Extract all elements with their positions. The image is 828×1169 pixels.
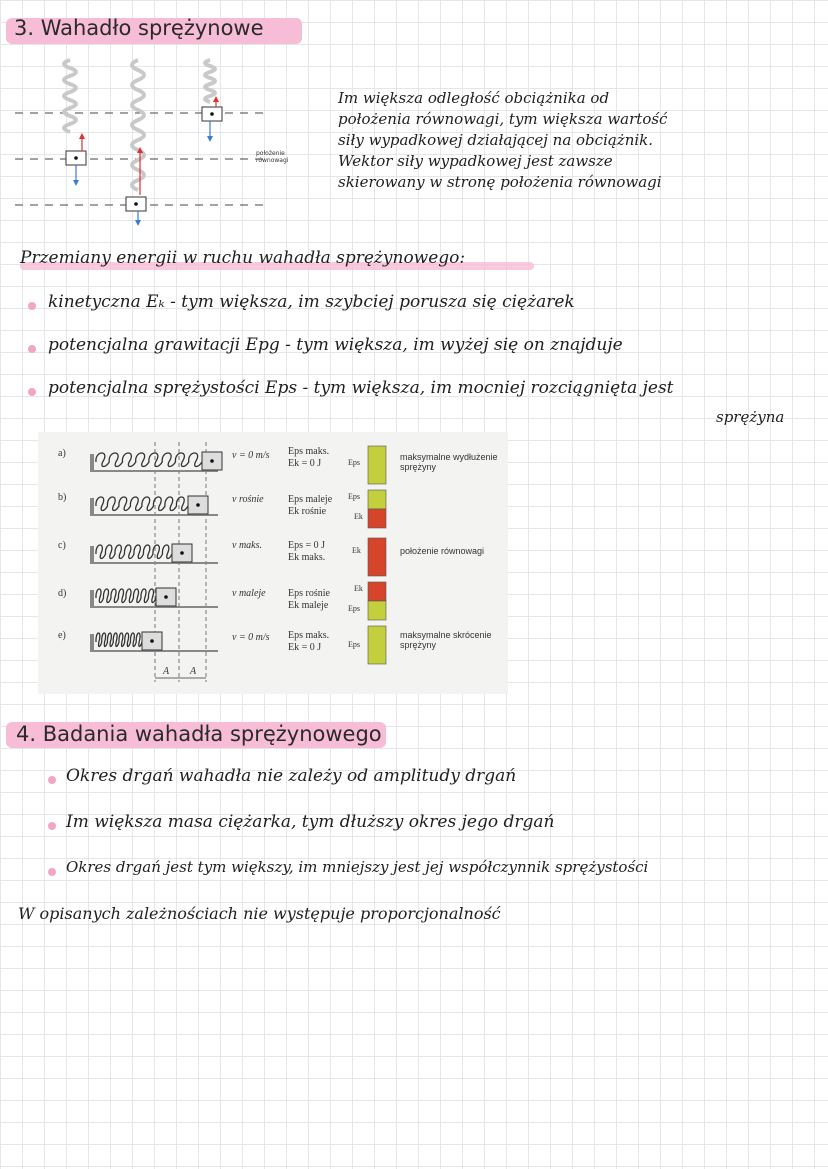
energy-heading: Przemiany energii w ruchu wahadła sprężynowego: — [20, 248, 466, 268]
energy-bar-eps — [368, 626, 386, 664]
row-description: maksymalne wydłużenie sprężyny — [400, 452, 498, 472]
row-velocity: v = 0 m/s — [232, 450, 270, 461]
row-velocity: v = 0 m/s — [232, 632, 270, 643]
spring-right — [205, 60, 215, 102]
bullet-dot — [28, 388, 36, 396]
section-4-title: 4. Badania wahadła sprężynowego — [16, 722, 382, 746]
spring-coil — [96, 589, 156, 603]
bar-label: Ek — [352, 546, 361, 555]
bar-label: Eps — [348, 458, 360, 467]
energy-bar-ek — [368, 509, 386, 528]
spring-coil — [96, 453, 202, 467]
section4-footer: W opisanych zależnościach nie występuje proporcjonalność — [18, 904, 501, 923]
equilibrium-label: położenie równowagi — [256, 150, 289, 164]
energy-elastic-continuation: sprężyna — [716, 408, 785, 426]
energy-bar-ek — [368, 538, 386, 576]
energy-elastic: potencjalna sprężystości Eps - tym większa, im mocniej rozciągnięta jest — [48, 378, 674, 398]
row-label: e) — [58, 630, 66, 641]
block-center-dot — [210, 459, 214, 463]
energy-gravitational: potencjalna grawitacji Epg - tym większa, im wyżej się on znajduje — [48, 335, 623, 355]
row-velocity: v maleje — [232, 588, 266, 599]
block-center-dot — [164, 595, 168, 599]
energy-transformation-figure — [38, 432, 508, 694]
bullet-dot — [28, 302, 36, 310]
bar-label: Ek — [354, 584, 363, 593]
row-energy: Eps maks. Ek = 0 J — [288, 630, 330, 653]
bar-label: Eps — [348, 604, 360, 613]
bullet-dot — [48, 776, 56, 784]
row-label: b) — [58, 492, 67, 503]
row-description: maksymalne skrócenie sprężyny — [400, 630, 492, 650]
block-center-dot — [196, 503, 200, 507]
spring-pendulum-diagram — [10, 55, 300, 230]
row-energy: Eps = 0 J Ek maks. — [288, 540, 326, 563]
row-velocity: v rośnie — [232, 494, 264, 505]
row-energy: Eps maleje Ek rośnie — [288, 494, 333, 517]
energy-bar-eps — [368, 490, 386, 509]
spring-left — [64, 60, 76, 132]
spring-coil — [96, 497, 188, 511]
row-description: położenie równowagi — [400, 546, 485, 556]
block-center-dot — [150, 639, 154, 643]
block-center-dot — [180, 551, 184, 555]
amplitude-label-right: A — [190, 666, 197, 677]
row-energy: Eps maks. Ek = 0 J — [288, 446, 330, 469]
energy-bar-ek — [368, 582, 386, 601]
energy-bar-eps — [368, 601, 386, 620]
amplitude-label-left: A — [163, 666, 170, 677]
section4-item-1: Okres drgań wahadła nie zależy od amplitudy drgań — [66, 766, 517, 786]
spring-coil — [96, 545, 172, 559]
energy-kinetic: kinetyczna Eₖ - tym większa, im szybciej porusza się ciężarek — [48, 292, 575, 312]
energy-bar-eps — [368, 446, 386, 484]
section4-item-2: Im większa masa ciężarka, tym dłuższy okres jego drgań — [66, 812, 555, 832]
spring-coil — [96, 633, 142, 647]
row-energy: Eps rośnie Ek maleje — [288, 588, 330, 611]
spring-middle — [132, 60, 144, 190]
restoring-force-note: Im większa odległość obciążnika od położenia równowagi, tym większa wartość siły wypadkowej działającej na obciążnik. Wektor siły wypadkowej jest zawsze skierowany w stronę położenia równowagi — [338, 89, 668, 191]
bullet-dot — [48, 822, 56, 830]
bullet-dot — [48, 868, 56, 876]
section-3-title: 3. Wahadło sprężynowe — [14, 16, 264, 40]
section4-item-3: Okres drgań jest tym większy, im mniejszy jest jej współczynnik sprężystości — [66, 858, 649, 876]
row-velocity: v maks. — [232, 540, 262, 551]
row-label: d) — [58, 588, 67, 599]
row-label: a) — [58, 448, 66, 459]
bullet-dot — [28, 345, 36, 353]
bar-label: Eps — [348, 640, 360, 649]
row-label: c) — [58, 540, 66, 551]
bar-label: Eps — [348, 492, 360, 501]
bar-label: Ek — [354, 512, 363, 521]
